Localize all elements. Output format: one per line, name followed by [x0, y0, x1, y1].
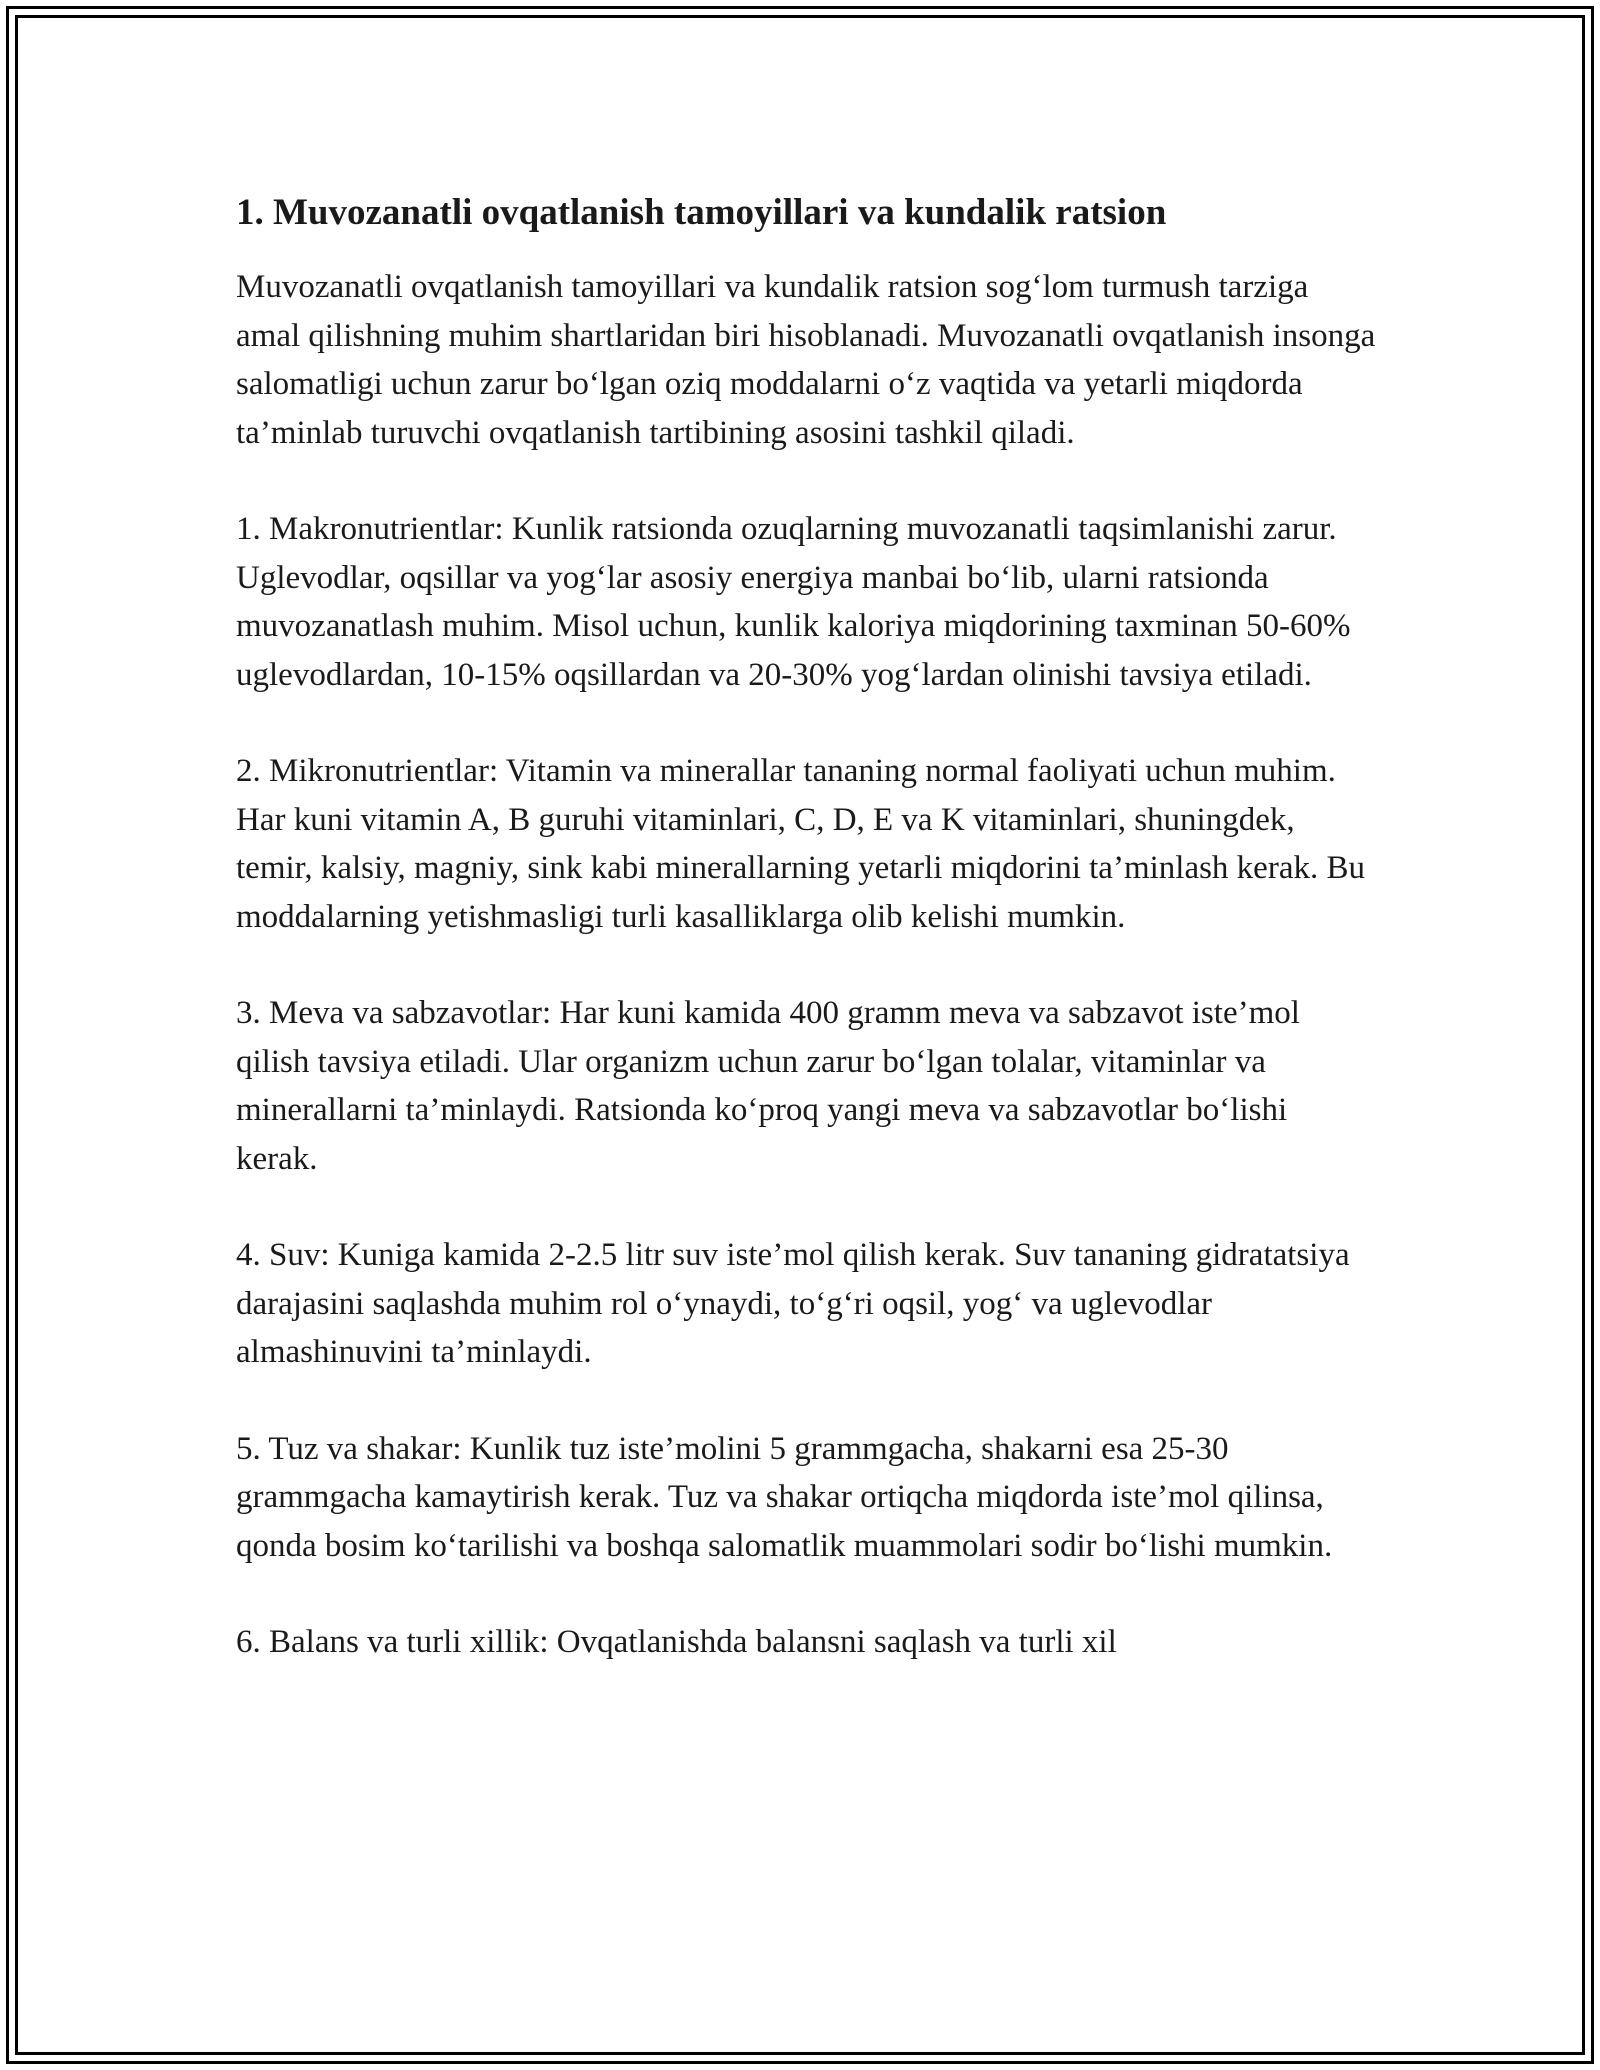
- paragraph-makronutrientlar: 1. Makronutrientlar: Kunlik ratsionda ozuqlarning muvozanatli taqsimlanishi zarur. Uglevodlar, oqsillar va yog‘lar asosiy energiya manbai bo‘lib, ularni ratsionda muvozanatlash muhim. Misol uchun, kunlik kaloriya miqdorining taxminan 50-60% uglevodlardan, 10-15% oqsillardan va 20-30% yog‘lardan olinishi tavsiya etiladi.: [236, 511, 1351, 693]
- paragraph-mikronutrientlar: 2. Mikronutrientlar: Vitamin va minerallar tananing normal faoliyati uchun muhim. Har kuni vitamin A, B guruhi vitaminlari, C, D, E va K vitaminlari, shuningdek, temir, kalsiy, magniy, sink kabi minerallarning yetarli miqdorini ta’minlash kerak. Bu moddalarning yetishmasligi turli kasalliklarga olib kelishi mumkin.: [236, 753, 1365, 935]
- paragraph-tuz-shakar: 5. Tuz va shakar: Kunlik tuz iste’molini 5 grammgacha, shakarni esa 25-30 grammgacha kamaytirish kerak. Tuz va shakar ortiqcha miqdorda iste’mol qilinsa, qonda bosim ko‘tarilishi va boshqa salomatlik muammolari sodir bo‘lishi mumkin.: [236, 1430, 1333, 1564]
- document-title: 1. Muvozanatli ovqatlanish tamoyillari va kundalik ratsion: [236, 192, 1167, 233]
- intro-paragraph: Muvozanatli ovqatlanish tamoyillari va kundalik ratsion sog‘lom turmush tarziga amal qilishning muhim shartlaridan biri hisoblanadi. Muvozanatli ovqatlanish insonga salomatligi uchun zarur bo‘lgan oziq moddalarni o‘z vaqtida va yetarli miqdorda ta’minlab turuvchi ovqatlanish tartibining asosini tashkil qiladi.: [236, 269, 1376, 451]
- document-body: [236, 185, 1376, 1715]
- paragraph-suv: 4. Suv: Kuniga kamida 2-2.5 litr suv iste’mol qilish kerak. Suv tananing gidratatsiya darajasini saqlashda muhim rol o‘ynaydi, to‘g‘ri oqsil, yog‘ va uglevodlar almashinuvini ta’minlaydi.: [236, 1237, 1350, 1370]
- paragraph-meva-sabzavotlar: 3. Meva va sabzavotlar: Har kuni kamida 400 gramm meva va sabzavot iste’mol qilish tavsiya etiladi. Ular organizm uchun zarur bo‘lgan tolalar, vitaminlar va minerallarni ta’minlaydi. Ratsionda ko‘proq yangi meva va sabzavotlar bo‘lishi kerak.: [236, 995, 1300, 1177]
- paragraph-balans: 6. Balans va turli xillik: Ovqatlanishda balansni saqlash va turli xil: [236, 1624, 1117, 1660]
